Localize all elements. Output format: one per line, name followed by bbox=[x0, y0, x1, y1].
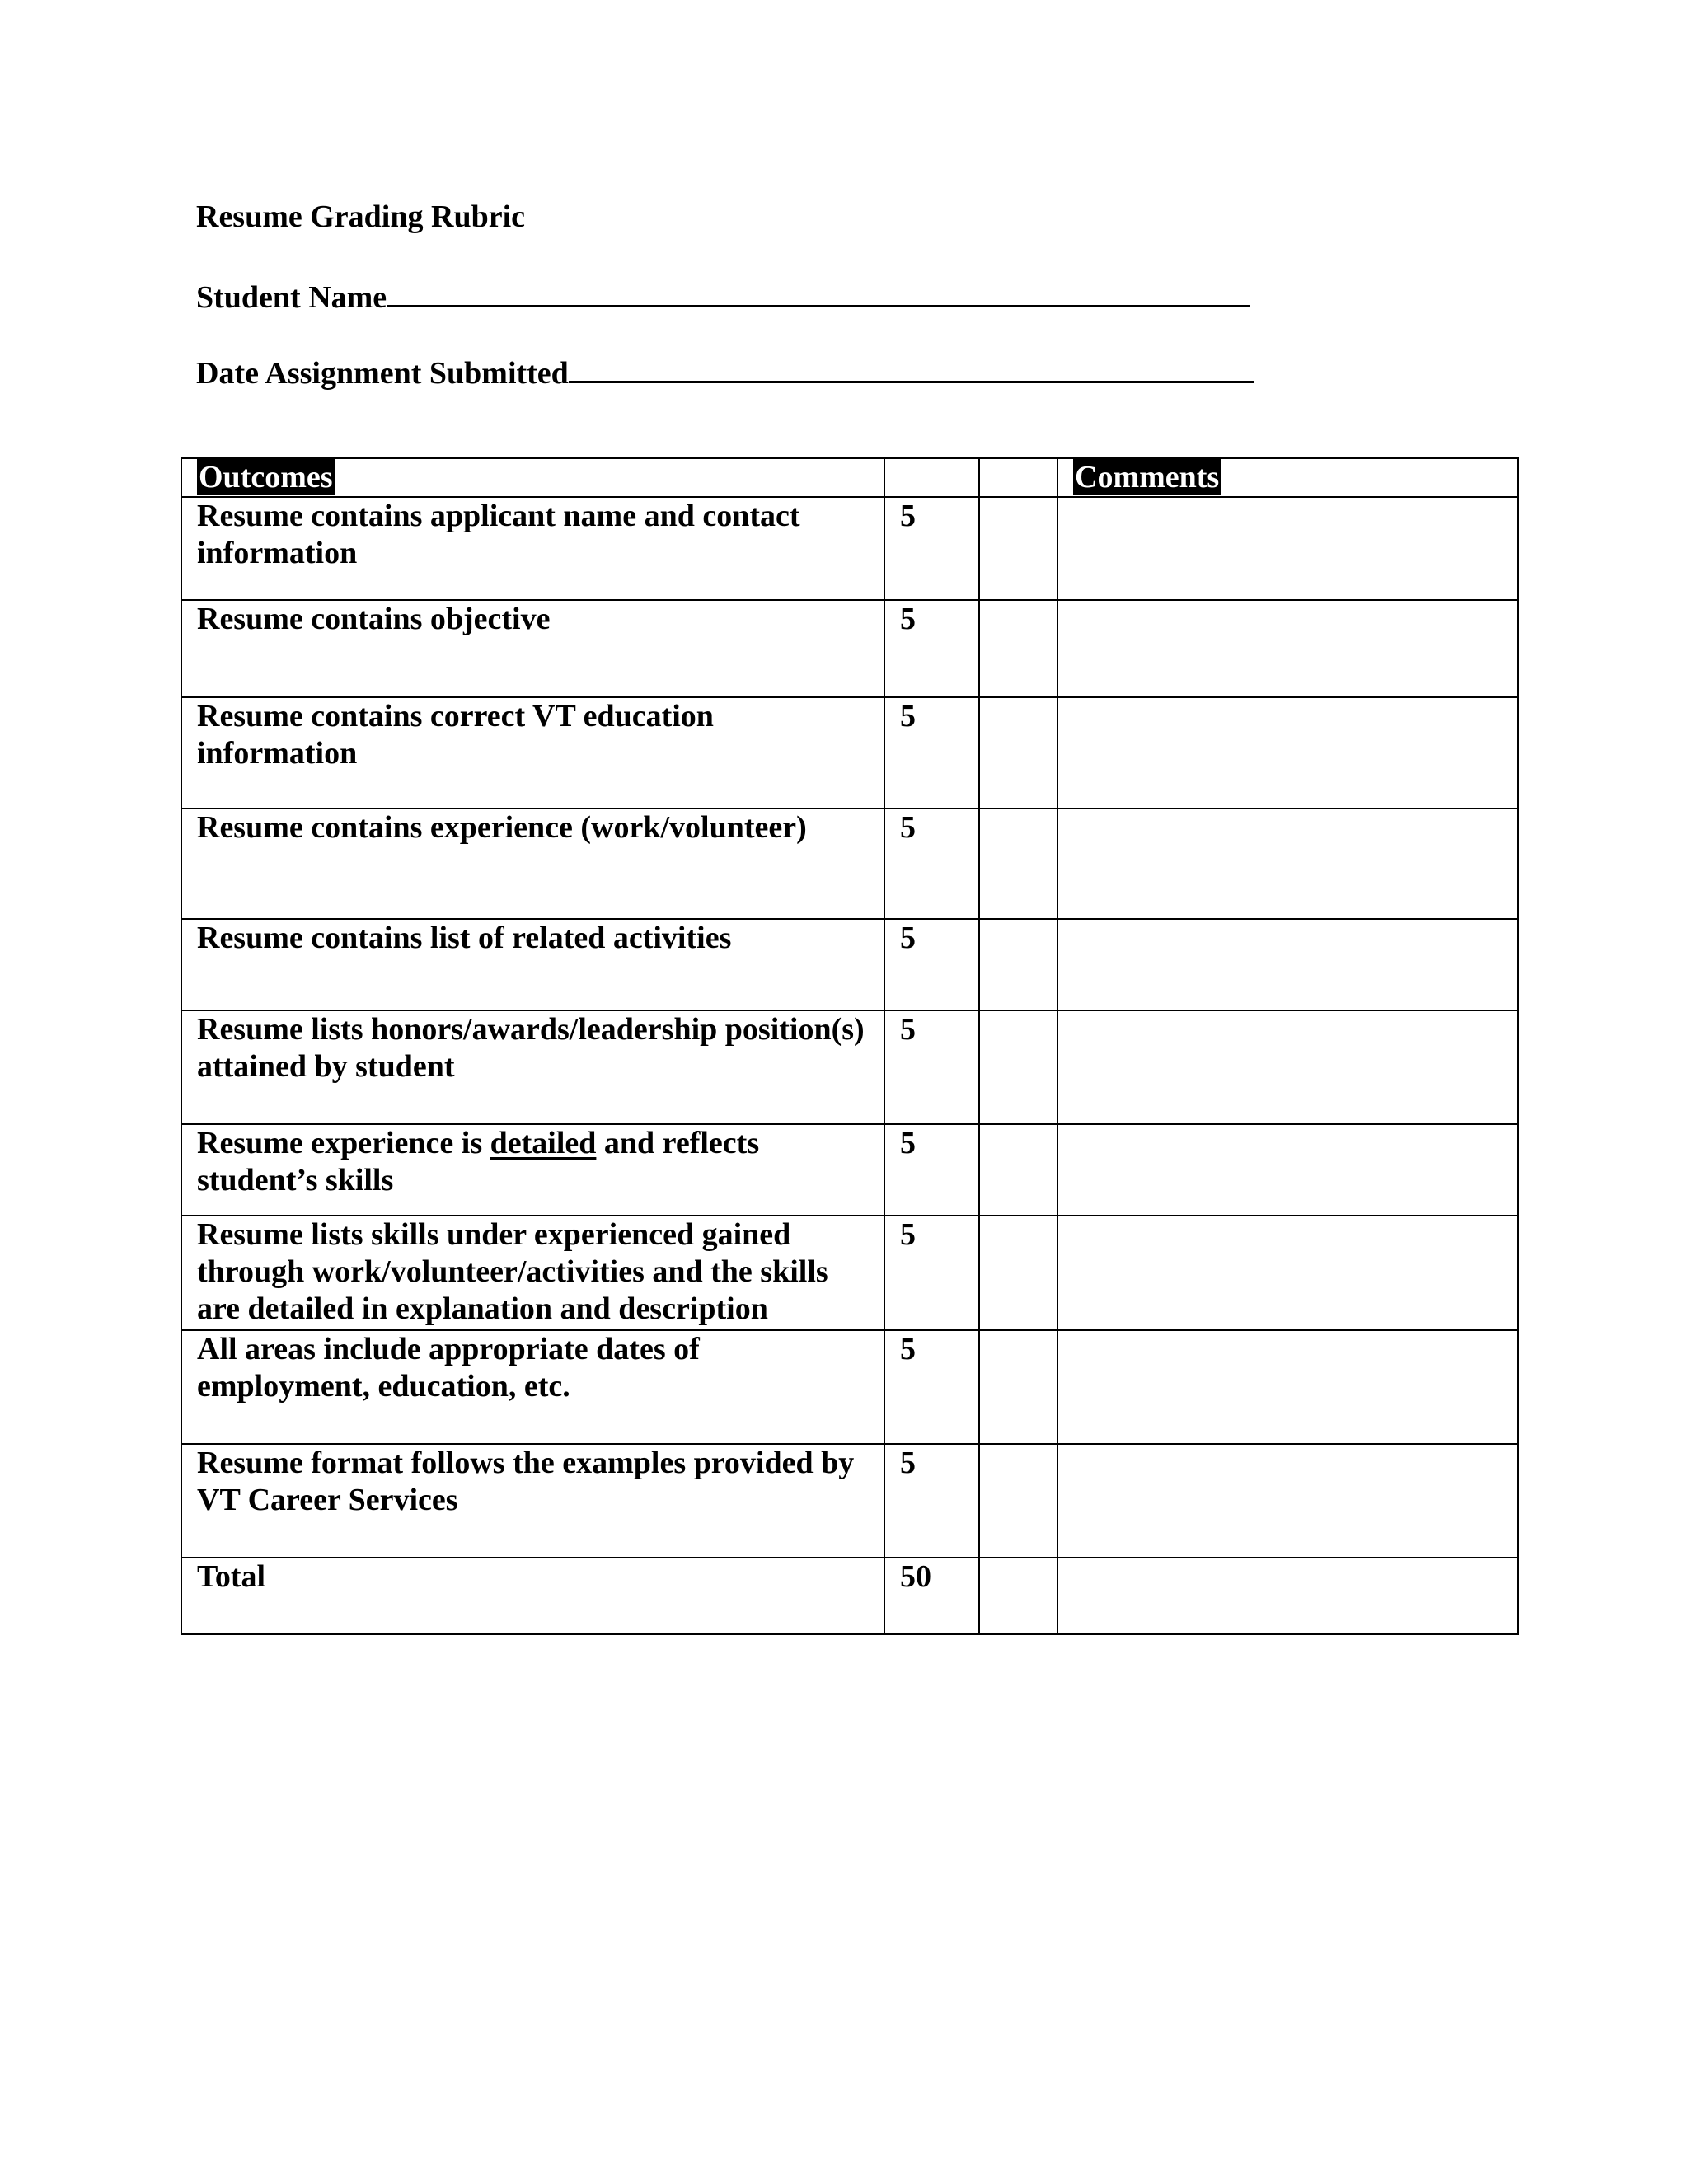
outcomes-header-cell bbox=[181, 458, 884, 497]
student-name-blank[interactable] bbox=[387, 277, 1250, 307]
document-title: Resume Grading Rubric bbox=[196, 199, 525, 234]
outcome-cell: Resume contains correct VT education information bbox=[181, 697, 884, 808]
outcome-cell: Resume contains applicant name and contact information bbox=[181, 497, 884, 600]
score-cell[interactable] bbox=[979, 919, 1057, 1010]
comments-cell[interactable] bbox=[1057, 1330, 1518, 1444]
points-cell: 5 bbox=[884, 497, 979, 600]
total-row bbox=[181, 1558, 1518, 1634]
table-row bbox=[181, 1330, 1518, 1444]
outcome-cell: Resume lists skills under experienced gained through work/volunteer/activities and the skills are detailed in explanation and description bbox=[181, 1216, 884, 1330]
outcome-cell: Resume lists honors/awards/leadership position(s) attained by student bbox=[181, 1010, 884, 1124]
score-cell[interactable] bbox=[979, 808, 1057, 919]
outcome-cell: Resume contains objective bbox=[181, 600, 884, 697]
points-cell: 5 bbox=[884, 1010, 979, 1124]
total-comments-cell[interactable] bbox=[1057, 1558, 1518, 1634]
score-cell[interactable] bbox=[979, 600, 1057, 697]
table-header-row bbox=[181, 458, 1518, 497]
score-header-cell bbox=[979, 458, 1057, 497]
points-header-cell bbox=[884, 458, 979, 497]
comments-cell[interactable] bbox=[1057, 600, 1518, 697]
score-cell[interactable] bbox=[979, 497, 1057, 600]
table-row bbox=[181, 1124, 1518, 1216]
points-cell: 5 bbox=[884, 1444, 979, 1558]
date-submitted-label: Date Assignment Submitted bbox=[196, 356, 569, 391]
comments-cell[interactable] bbox=[1057, 919, 1518, 1010]
comments-header-cell bbox=[1057, 458, 1518, 497]
points-cell: 5 bbox=[884, 1330, 979, 1444]
comments-header: Comments bbox=[1075, 460, 1220, 494]
comments-cell[interactable] bbox=[1057, 497, 1518, 600]
comments-cell[interactable] bbox=[1057, 1010, 1518, 1124]
score-cell[interactable] bbox=[979, 1444, 1057, 1558]
table-row bbox=[181, 919, 1518, 1010]
score-cell[interactable] bbox=[979, 1124, 1057, 1216]
score-cell[interactable] bbox=[979, 1010, 1057, 1124]
points-cell: 5 bbox=[884, 600, 979, 697]
points-cell: 5 bbox=[884, 697, 979, 808]
outcome-cell: Resume format follows the examples provided by VT Career Services bbox=[181, 1444, 884, 1558]
total-label-cell: Total bbox=[181, 1558, 884, 1634]
score-cell[interactable] bbox=[979, 1330, 1057, 1444]
outcome-cell: Resume contains list of related activities bbox=[181, 919, 884, 1010]
total-points-cell: 50 bbox=[884, 1558, 979, 1634]
table-row bbox=[181, 1444, 1518, 1558]
student-name-label: Student Name bbox=[196, 280, 387, 315]
outcome-cell bbox=[181, 1124, 884, 1216]
points-cell: 5 bbox=[884, 1124, 979, 1216]
date-submitted-blank[interactable] bbox=[569, 353, 1254, 383]
rubric-table bbox=[181, 457, 1519, 1635]
points-cell: 5 bbox=[884, 1216, 979, 1330]
table-row bbox=[181, 808, 1518, 919]
points-cell: 5 bbox=[884, 919, 979, 1010]
outcome-cell: Resume contains experience (work/volunteer) bbox=[181, 808, 884, 919]
score-cell[interactable] bbox=[979, 697, 1057, 808]
table-row bbox=[181, 1010, 1518, 1124]
table-row bbox=[181, 1216, 1518, 1330]
outcome-text-before: Resume experience is bbox=[197, 1126, 490, 1160]
score-cell[interactable] bbox=[979, 1216, 1057, 1330]
total-score-cell[interactable] bbox=[979, 1558, 1057, 1634]
comments-cell[interactable] bbox=[1057, 1124, 1518, 1216]
comments-cell[interactable] bbox=[1057, 697, 1518, 808]
student-name-line bbox=[196, 277, 1250, 313]
table-row bbox=[181, 600, 1518, 697]
outcome-text-after: and reflects student’s skills bbox=[197, 1126, 760, 1197]
table-row bbox=[181, 697, 1518, 808]
table-row bbox=[181, 497, 1518, 600]
date-submitted-line bbox=[196, 353, 1254, 389]
comments-cell[interactable] bbox=[1057, 808, 1518, 919]
points-cell: 5 bbox=[884, 808, 979, 919]
comments-cell[interactable] bbox=[1057, 1444, 1518, 1558]
comments-cell[interactable] bbox=[1057, 1216, 1518, 1330]
outcomes-header: Outcomes bbox=[199, 460, 333, 494]
outcome-cell: All areas include appropriate dates of employment, education, etc. bbox=[181, 1330, 884, 1444]
outcome-text-underlined: detailed bbox=[490, 1126, 597, 1160]
